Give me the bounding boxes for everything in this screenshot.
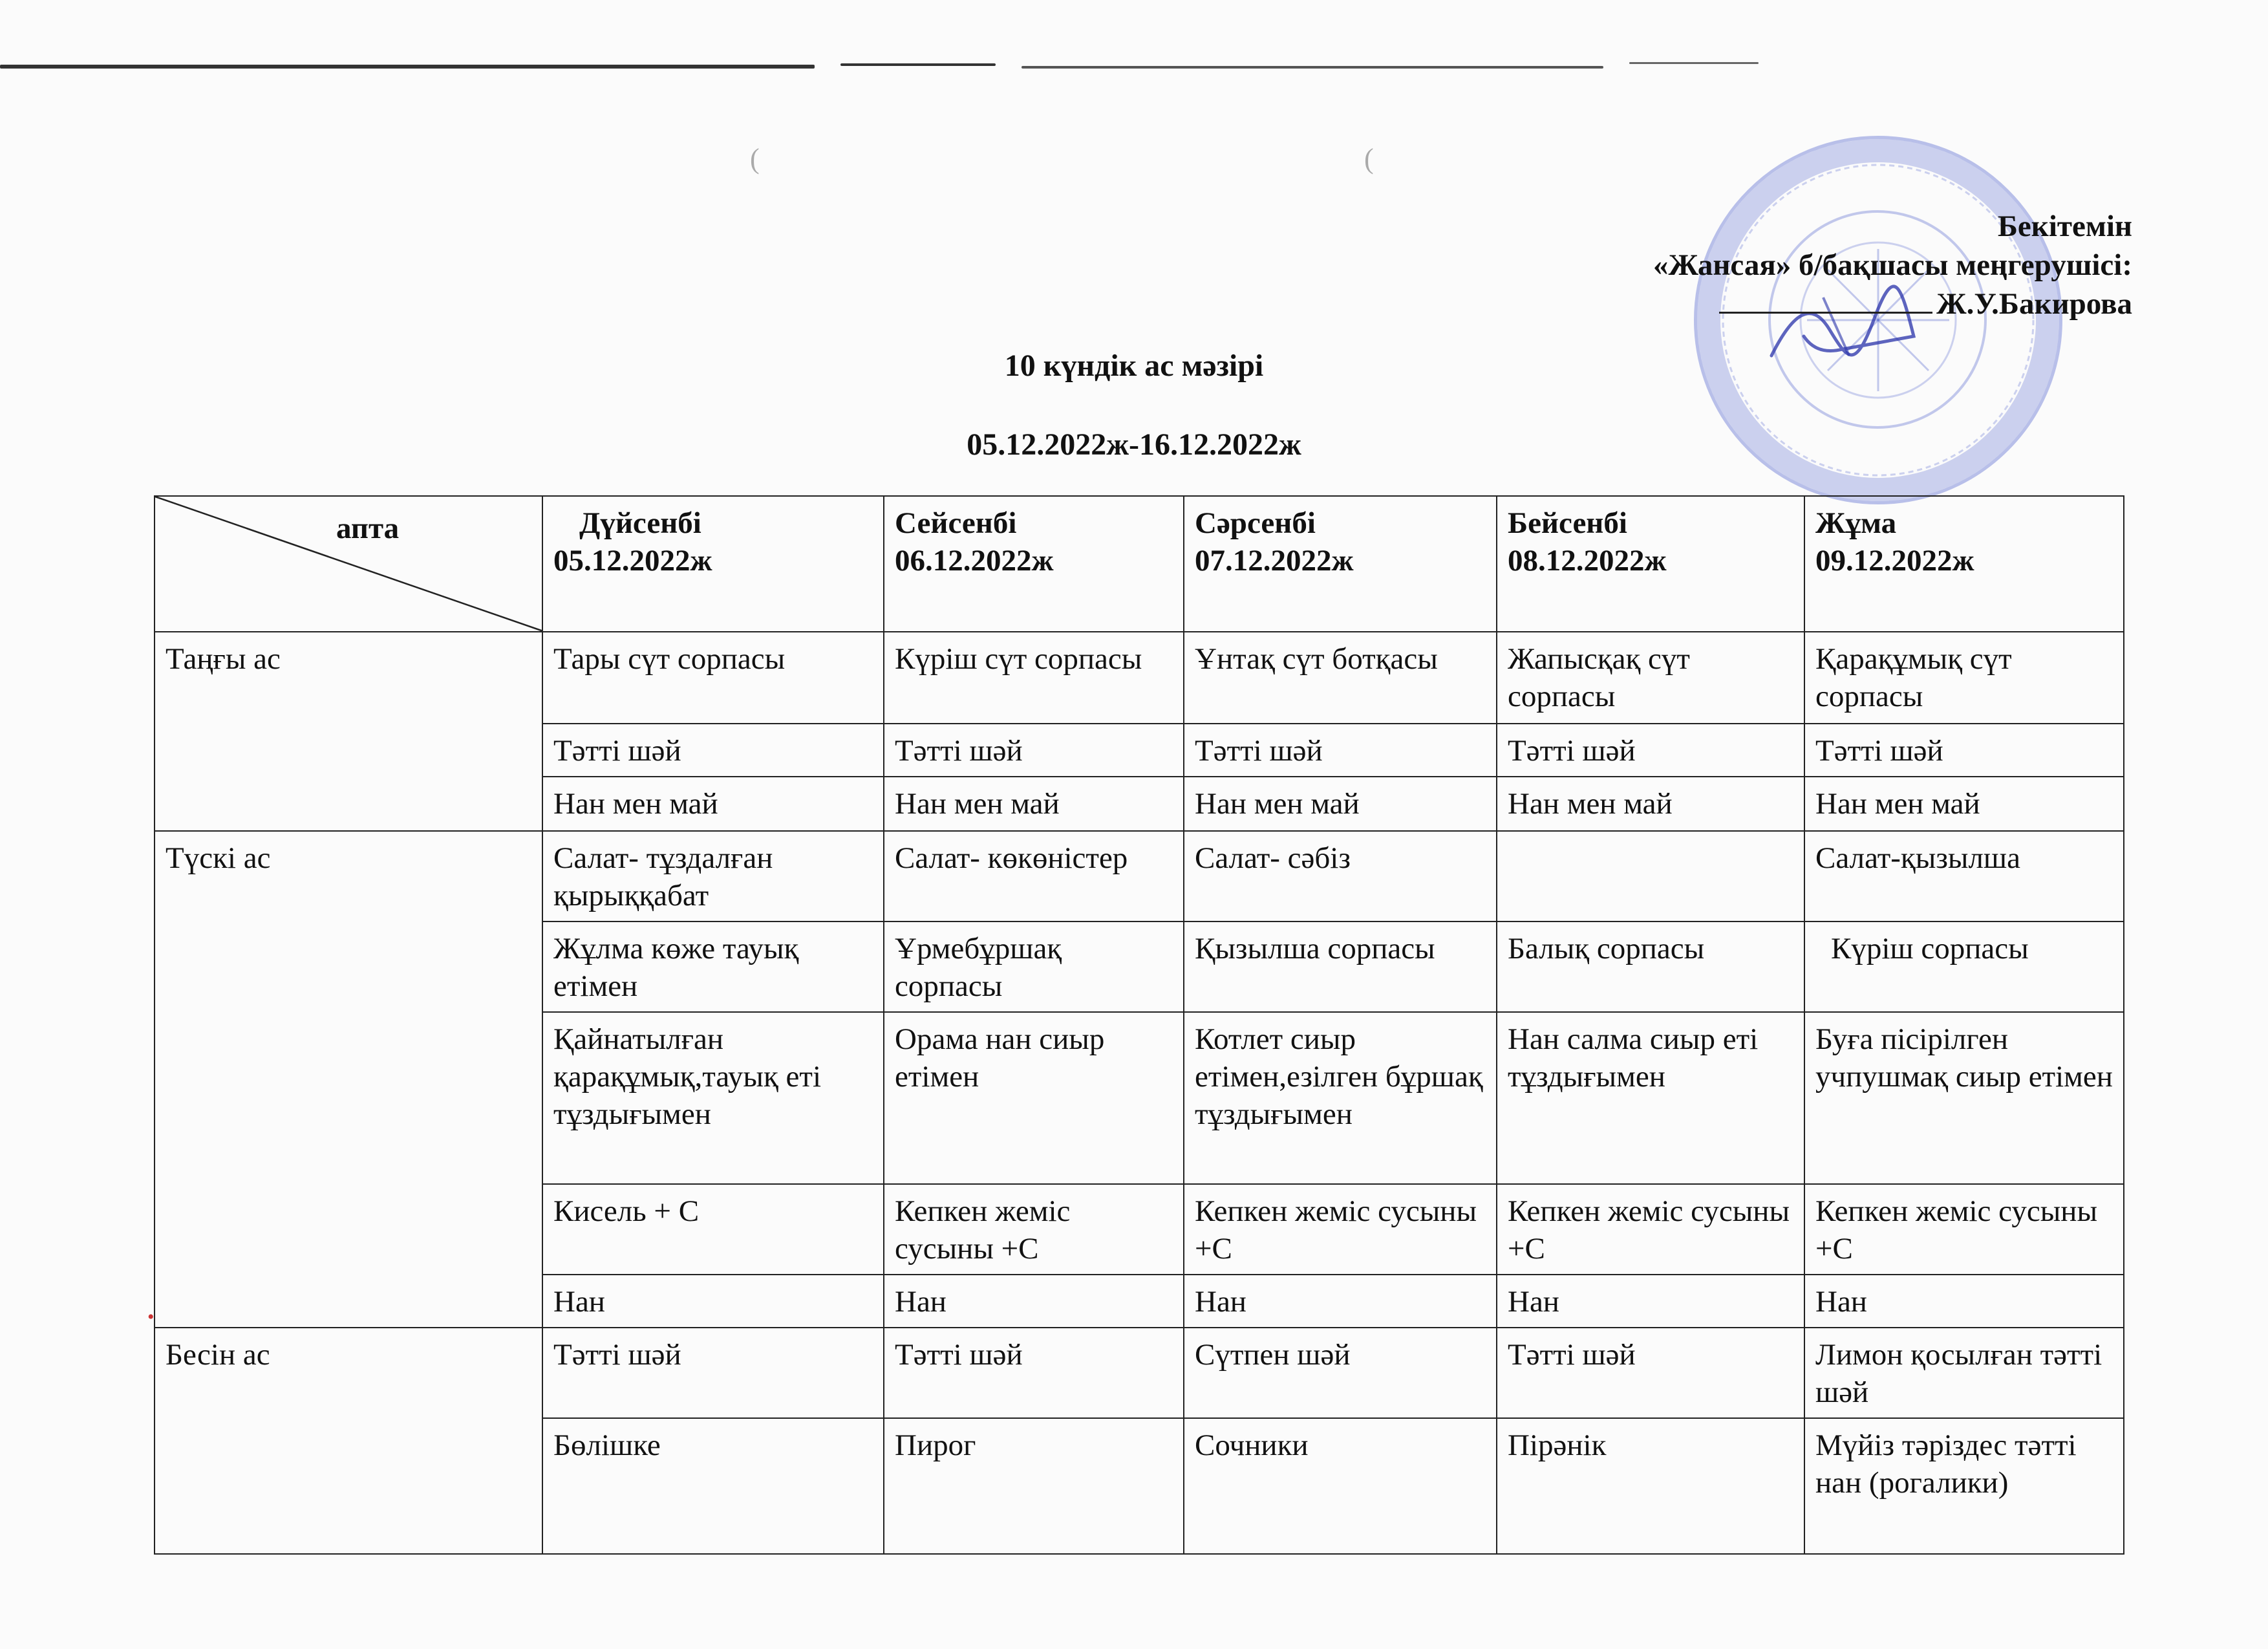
menu-cell: Тәтті шәй	[1497, 1328, 1804, 1418]
menu-cell: Пирог	[884, 1418, 1184, 1554]
menu-cell: Бөлішке	[542, 1418, 884, 1554]
menu-cell: Ұрмебұршақ сорпасы	[884, 921, 1184, 1012]
day-header-cell	[1184, 496, 1497, 632]
menu-cell: Кепкен жеміс сусыны +С	[1497, 1184, 1804, 1275]
menu-cell: Салат- көкөністер	[884, 831, 1184, 921]
menu-cell: Салат- тұздалған қырыққабат	[542, 831, 884, 921]
menu-cell: Жұлма көже тауық етімен	[542, 921, 884, 1012]
scan-speck: (	[750, 143, 760, 175]
page-period: 05.12.2022ж-16.12.2022ж	[967, 427, 1301, 462]
menu-cell: Кисель + С	[542, 1184, 884, 1275]
menu-cell: Нан	[884, 1275, 1184, 1328]
day-name: Сәрсенбі	[1195, 506, 1316, 540]
approval-block	[1653, 207, 2132, 323]
meal-name-cell: Түскі ас	[155, 831, 542, 1328]
table-row	[155, 632, 2124, 724]
day-name: Сейсенбі	[895, 506, 1017, 540]
scan-artifact-line	[1629, 62, 1759, 64]
menu-cell: Буға пісірілген учпушмақ сиыр етімен	[1804, 1012, 2124, 1184]
day-date: 05.12.2022ж	[553, 544, 712, 577]
menu-cell: Салат- сәбіз	[1184, 831, 1497, 921]
table-header-row	[155, 496, 2124, 632]
menu-cell: Кепкен жеміс сусыны +С	[884, 1184, 1184, 1275]
corner-header-cell	[155, 496, 542, 632]
menu-cell: Нан	[1497, 1275, 1804, 1328]
scan-artifact-line	[0, 65, 815, 69]
menu-cell: Салат-қызылша	[1804, 831, 2124, 921]
menu-cell: Кепкен жеміс сусыны +С	[1184, 1184, 1497, 1275]
day-name: Бейсенбі	[1508, 506, 1627, 540]
day-date: 07.12.2022ж	[1195, 544, 1354, 577]
menu-cell: Нан	[542, 1275, 884, 1328]
approval-signatory	[1653, 285, 2132, 323]
day-name: Дүйсенбі	[579, 506, 701, 540]
table-row	[155, 1328, 2124, 1418]
menu-cell: Тары сүт сорпасы	[542, 632, 884, 724]
menu-cell: Тәтті шәй	[1497, 724, 1804, 777]
menu-cell: Нан мен май	[884, 777, 1184, 831]
menu-cell: Кепкен жеміс сусыны +С	[1804, 1184, 2124, 1275]
signature-line	[1719, 288, 1932, 314]
scan-speck: •	[147, 1306, 155, 1328]
scan-speck: (	[1364, 143, 1374, 175]
day-date: 06.12.2022ж	[895, 544, 1054, 577]
menu-cell: Пірәнік	[1497, 1418, 1804, 1554]
menu-cell: Котлет сиыр етімен,езілген бұршақ тұздығымен	[1184, 1012, 1497, 1184]
day-header-cell	[1497, 496, 1804, 632]
menu-cell: Ұнтақ сүт ботқасы	[1184, 632, 1497, 724]
menu-cell: Орама нан сиыр етімен	[884, 1012, 1184, 1184]
menu-cell: Тәтті шәй	[542, 724, 884, 777]
day-name: Жұма	[1815, 506, 1897, 540]
menu-cell: Күріш сүт сорпасы	[884, 632, 1184, 724]
menu-cell: Тәтті шәй	[884, 724, 1184, 777]
menu-cell: Нан мен май	[1184, 777, 1497, 831]
meal-name-cell: Бесін ас	[155, 1328, 542, 1554]
page-title: 10 күндік ас мәзірі	[1004, 349, 1264, 383]
day-header-cell	[542, 496, 884, 632]
approval-name: Ж.У.Бакирова	[1936, 287, 2132, 321]
menu-cell: Мүйіз тәріздес тәтті нан (рогалики)	[1804, 1418, 2124, 1554]
day-header-cell	[1804, 496, 2124, 632]
day-date: 09.12.2022ж	[1815, 544, 1974, 577]
menu-cell	[1497, 831, 1804, 921]
approval-position: «Жансая» б/бақшасы меңгерушісі:	[1653, 248, 2132, 282]
menu-cell: Жапысқақ сүт сорпасы	[1497, 632, 1804, 724]
menu-cell: Тәтті шәй	[1184, 724, 1497, 777]
day-date: 08.12.2022ж	[1508, 544, 1667, 577]
menu-cell: Лимон қосылған тәтті шәй	[1804, 1328, 2124, 1418]
menu-cell: Күріш сорпасы	[1804, 921, 2124, 1012]
menu-cell: Нан мен май	[542, 777, 884, 831]
day-header-cell	[884, 496, 1184, 632]
menu-cell: Нан	[1804, 1275, 2124, 1328]
menu-cell: Тәтті шәй	[542, 1328, 884, 1418]
menu-cell: Нан	[1184, 1275, 1497, 1328]
menu-cell: Нан мен май	[1804, 777, 2124, 831]
menu-cell: Қызылша сорпасы	[1184, 921, 1497, 1012]
menu-table	[154, 495, 2124, 1555]
menu-cell: Нан салма сиыр еті тұздығымен	[1497, 1012, 1804, 1184]
table-row	[155, 831, 2124, 921]
menu-cell: Балық сорпасы	[1497, 921, 1804, 1012]
menu-cell: Қайнатылған қарақұмық,тауық еті тұздығымен	[542, 1012, 884, 1184]
menu-cell: Тәтті шәй	[1804, 724, 2124, 777]
menu-cell: Сочники	[1184, 1418, 1497, 1554]
approval-title: Бекітемін	[1997, 210, 2132, 243]
menu-cell: Тәтті шәй	[884, 1328, 1184, 1418]
corner-label: апта	[336, 512, 400, 545]
menu-cell: Сүтпен шәй	[1184, 1328, 1497, 1418]
scan-artifact-line	[840, 63, 996, 66]
meal-name-cell: Таңғы ас	[155, 632, 542, 831]
scan-artifact-line	[1022, 66, 1603, 69]
menu-cell: Қарақұмық сүт сорпасы	[1804, 632, 2124, 724]
menu-cell: Нан мен май	[1497, 777, 1804, 831]
